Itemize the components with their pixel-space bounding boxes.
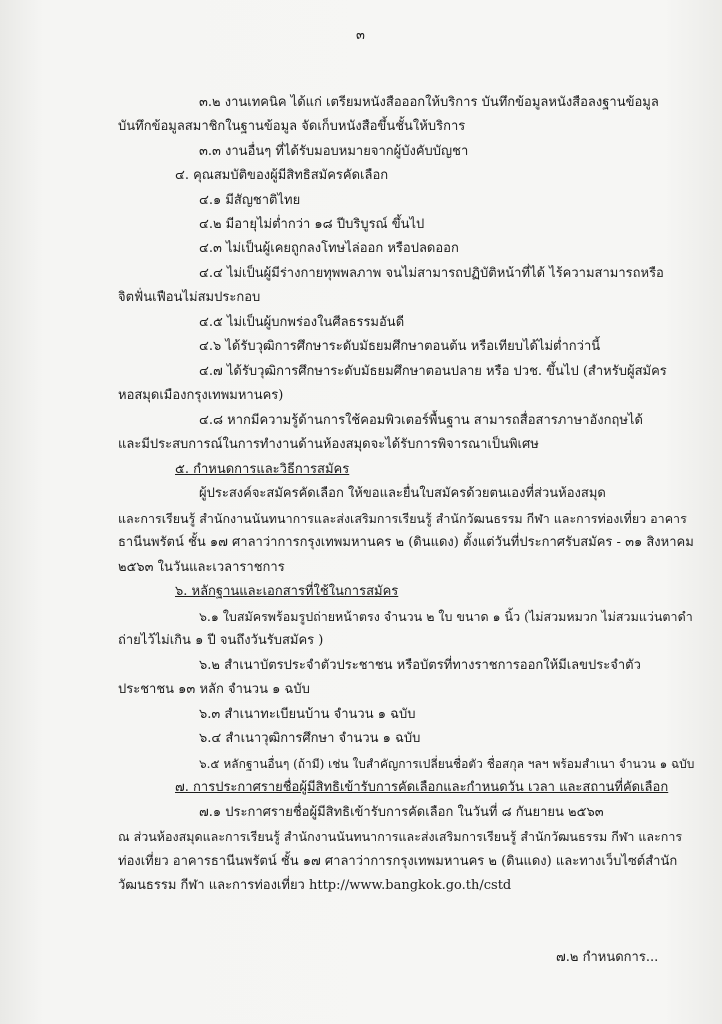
item-3-2-cont: บันทึกข้อมูลสมาชิกในฐานข้อมูล จัดเก็บหนังสือขึ้นชั้นให้บริการ bbox=[118, 119, 466, 134]
item-4-7-cont: หอสมุดเมืองกรุงเทพมหานคร) bbox=[118, 388, 284, 403]
item-6-2: ๖.๒ สำเนาบัตรประจำตัวประชาชน หรือบัตรที่ทางราชการออกให้มีเลขประจำตัว bbox=[199, 658, 641, 673]
heading-5: ๕. กำหนดการและวิธีการสมัคร bbox=[175, 462, 350, 477]
heading-6: ๖. หลักฐานและเอกสารที่ใช้ในการสมัคร bbox=[175, 584, 399, 599]
page-number: ๓ bbox=[356, 28, 365, 43]
item-7-1-cont-3: วัฒนธรรม กีฬา และการท่องเที่ยว http://www.bangkok.go.th/cstd bbox=[118, 878, 512, 893]
item-4-1: ๔.๑ มีสัญชาติไทย bbox=[199, 193, 301, 208]
heading-7: ๗. การประกาศรายชื่อผู้มีสิทธิเข้ารับการคัดเลือกและกำหนดวัน เวลา และสถานที่คัดเลือก bbox=[175, 780, 669, 795]
section-5-para-cont-3: ๒๕๖๓ ในวันและเวลาราชการ bbox=[118, 560, 285, 575]
item-7-1: ๗.๑ ประกาศรายชื่อผู้มีสิทธิเข้ารับการคัดเลือก ในวันที่ ๘ กันยายน ๒๕๖๓ bbox=[199, 805, 604, 820]
item-4-7: ๔.๗ ได้รับวุฒิการศึกษาระดับมัธยมศึกษาตอนปลาย หรือ ปวช. ขึ้นไป (สำหรับผู้สมัคร bbox=[199, 364, 667, 379]
continuation-marker: ๗.๒ กำหนดการ... bbox=[556, 950, 659, 965]
item-3-3: ๓.๓ งานอื่นๆ ที่ได้รับมอบหมายจากผู้บังคับบัญชา bbox=[199, 144, 469, 159]
section-5-para-cont-2: ธานีนพรัตน์ ชั้น ๑๗ ศาลาว่าการกรุงเทพมหานคร ๒ (ดินแดง) ตั้งแต่วันที่ประกาศรับสมัคร - ๓๑ สิงหาคม bbox=[118, 535, 694, 550]
item-6-3: ๖.๓ สำเนาทะเบียนบ้าน จำนวน ๑ ฉบับ bbox=[199, 707, 416, 722]
item-4-2: ๔.๒ มีอายุไม่ต่ำกว่า ๑๘ ปีบริบูรณ์ ขึ้นไป bbox=[199, 217, 425, 232]
item-6-5: ๖.๕ หลักฐานอื่นๆ (ถ้ามี) เช่น ใบสำคัญการเปลี่ยนชื่อตัว ชื่อสกุล ฯลฯ พร้อมสำเนา จำนวน ๑ ฉบับ bbox=[199, 757, 695, 771]
item-6-4: ๖.๔ สำเนาวุฒิการศึกษา จำนวน ๑ ฉบับ bbox=[199, 731, 421, 746]
item-4-3: ๔.๓ ไม่เป็นผู้เคยถูกลงโทษไล่ออก หรือปลดออก bbox=[199, 241, 459, 256]
item-4-4: ๔.๔ ไม่เป็นผู้มีร่างกายทุพพลภาพ จนไม่สามารถปฏิบัติหน้าที่ได้ ไร้ความสามารถหรือ bbox=[199, 266, 664, 281]
item-4-8: ๔.๘ หากมีความรู้ด้านการใช้คอมพิวเตอร์พื้นฐาน สามารถสื่อสารภาษาอังกฤษได้ bbox=[199, 413, 643, 428]
item-4-4-cont: จิตฟั่นเฟือนไม่สมประกอบ bbox=[118, 290, 261, 305]
item-4-6: ๔.๖ ได้รับวุฒิการศึกษาระดับมัธยมศึกษาตอนต้น หรือเทียบได้ไม่ต่ำกว่านี้ bbox=[199, 339, 601, 354]
item-7-1-cont-2: ท่องเที่ยว อาคารธานีนพรัตน์ ชั้น ๑๗ ศาลาว่าการกรุงเทพมหานคร ๒ (ดินแดง) และทางเว็บไซต์สำนัก bbox=[118, 854, 678, 869]
item-7-1-cont-1: ณ ส่วนห้องสมุดและการเรียนรู้ สำนักงานนันทนาการและส่งเสริมการเรียนรู้ สำนักวัฒนธรรม กีฬา และการ bbox=[118, 829, 683, 844]
section-5-para: ผู้ประสงค์จะสมัครคัดเลือก ให้ขอและยื่นใบสมัครด้วยตนเองที่ส่วนห้องสมุด bbox=[199, 486, 606, 501]
item-4-8-cont: และมีประสบการณ์ในการทำงานด้านห้องสมุดจะได้รับการพิจารณาเป็นพิเศษ bbox=[118, 437, 539, 452]
item-4-5: ๔.๕ ไม่เป็นผู้บกพร่องในศีลธรรมอันดี bbox=[199, 315, 405, 330]
item-6-1: ๖.๑ ใบสมัครพร้อมรูปถ่ายหน้าตรง จำนวน ๒ ใบ ขนาด ๑ นิ้ว (ไม่สวมหมวก ไม่สวมแว่นตาดำ bbox=[199, 609, 693, 624]
heading-4: ๔. คุณสมบัติของผู้มีสิทธิสมัครคัดเลือก bbox=[175, 168, 389, 183]
section-5-para-cont-1: และการเรียนรู้ สำนักงานนันทนาการและส่งเสริมการเรียนรู้ สำนักวัฒนธรรม กีฬา และการท่องเที่ยว อาคาร bbox=[118, 511, 687, 526]
item-3-2: ๓.๒ งานเทคนิค ได้แก่ เตรียมหนังสือออกให้บริการ บันทึกข้อมูลหนังสือลงฐานข้อมูล bbox=[199, 95, 659, 110]
item-6-2-cont: ประชาชน ๑๓ หลัก จำนวน ๑ ฉบับ bbox=[118, 682, 310, 697]
item-6-1-cont: ถ่ายไว้ไม่เกิน ๑ ปี จนถึงวันรับสมัคร ) bbox=[118, 633, 324, 648]
